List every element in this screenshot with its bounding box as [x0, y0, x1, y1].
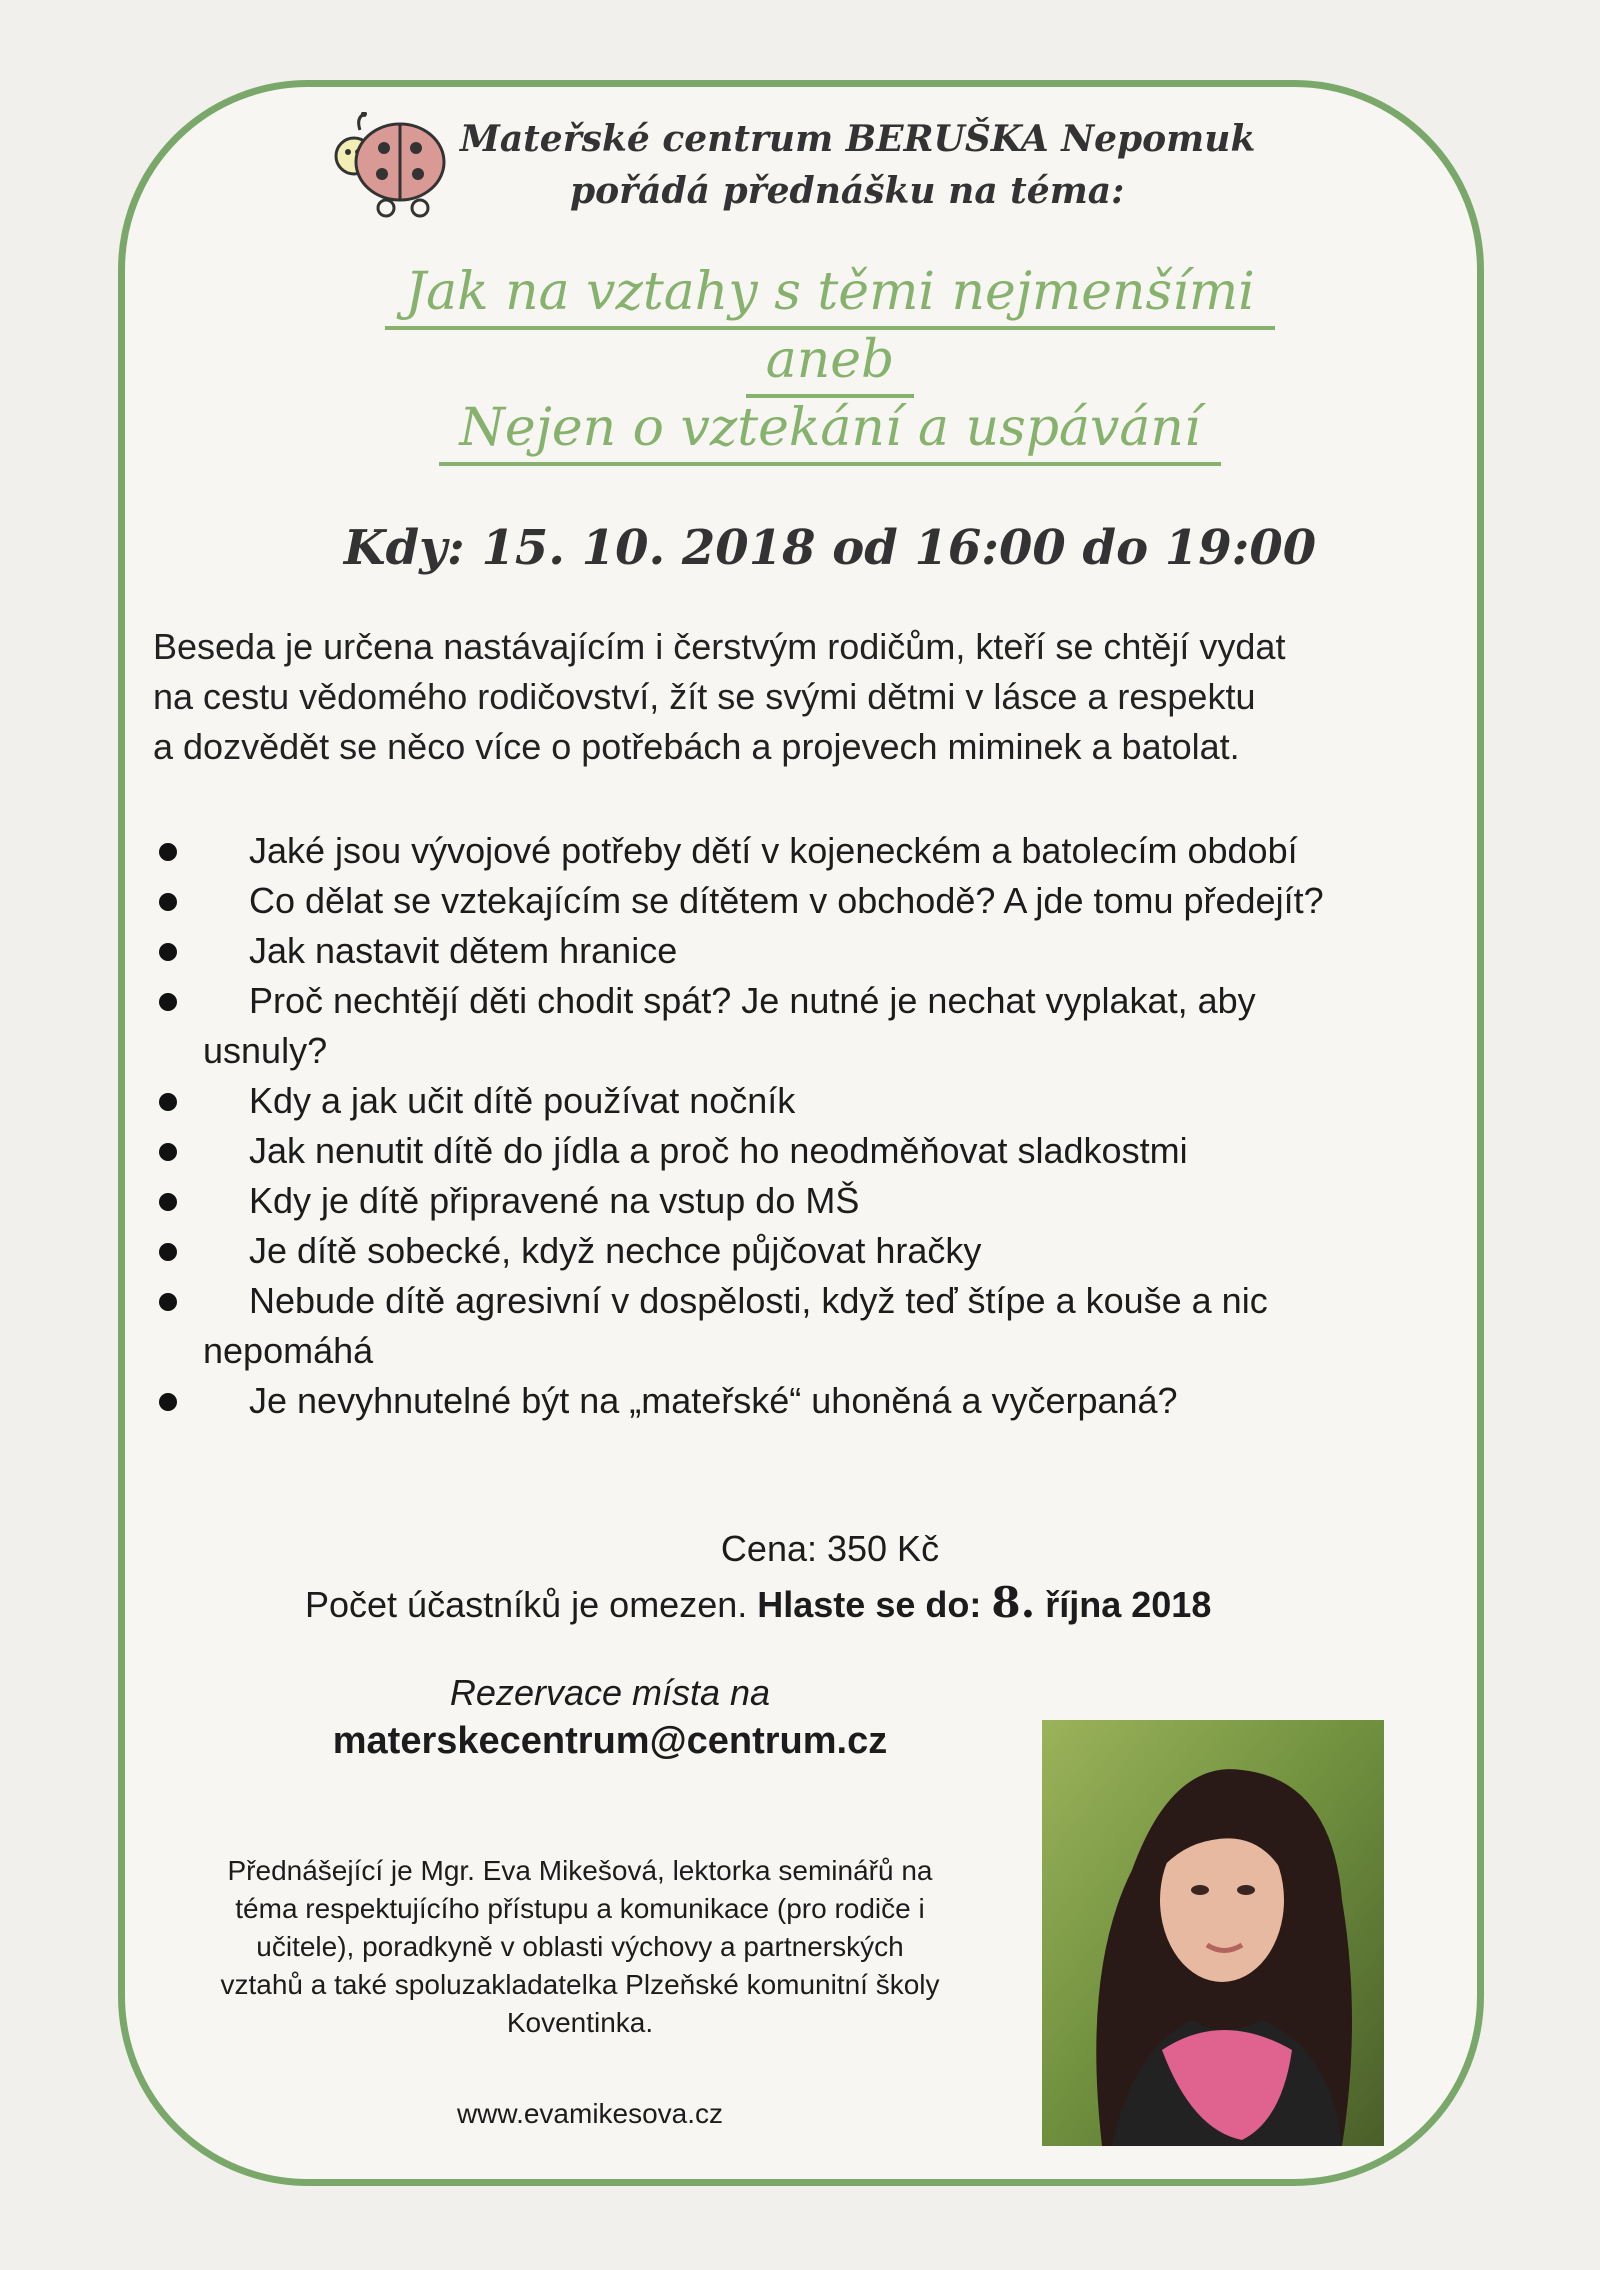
topic-title: Jak na vztahy s těmi nejmenšími — [300, 262, 1360, 322]
list-item: Jak nenutit dítě do jídla a proč ho neodměňovat sladkostmi — [153, 1126, 1513, 1176]
bio-line: téma respektujícího přístupu a komunikace (pro rodiče i — [235, 1893, 925, 1924]
reservation-email[interactable]: materskecentrum@centrum.cz — [332, 1720, 888, 1762]
list-item: Je nevyhnutelné být na „mateřské“ uhoněná a vyčerpaná? — [153, 1376, 1513, 1426]
price: Cena: 350 Kč — [720, 1528, 940, 1569]
bullet-dot-icon — [159, 1393, 177, 1411]
event-date: Kdy: 15. 10. 2018 od 16:00 do 19:00 — [343, 520, 1317, 576]
list-item: Jaké jsou vývojové potřeby dětí v kojeneckém a batolecím období — [153, 826, 1513, 876]
lecturer-photo — [1042, 1720, 1384, 2146]
organizer-subline: pořádá přednášku na téma: — [570, 170, 1125, 212]
ladybug-icon — [320, 112, 450, 222]
bullet-dot-icon — [159, 843, 177, 861]
bio-line: Přednášející je Mgr. Eva Mikešová, lektorka seminářů na — [227, 1855, 933, 1886]
bullet-dot-icon — [159, 1143, 177, 1161]
topic-list — [153, 826, 1513, 1426]
bio-line: vztahů a také spoluzakladatelka Plzeňské komunitní školy — [220, 1969, 940, 2000]
list-item: Co dělat se vztekajícím se dítětem v obchodě? A jde tomu předejít? — [153, 876, 1513, 926]
bio-line: učitele), poradkyně v oblasti výchovy a partnerských — [256, 1931, 904, 1962]
registration-info — [305, 1578, 1211, 1627]
bio-line: Koventinka. — [506, 2007, 654, 2038]
intro-line: Beseda je určena nastávajícím i čerstvým rodičům, kteří se chtějí vydat — [153, 626, 1286, 667]
bullet-dot-icon — [159, 1093, 177, 1111]
reservation-label: Rezervace místa na — [449, 1672, 771, 1713]
list-item: Proč nechtějí děti chodit spát? Je nutné je nechat vyplakat, aby usnuly? — [153, 976, 1513, 1076]
deadline-month: října 2018 — [1045, 1584, 1212, 1625]
header — [320, 112, 1280, 232]
organizer-line: Mateřské centrum BERUŠKA Nepomuk — [460, 118, 1256, 160]
intro-line: na cestu vědomého rodičovství, žít se svými dětmi v lásce a respektu — [153, 676, 1256, 717]
bullet-dot-icon — [159, 1243, 177, 1261]
bullet-dot-icon — [159, 893, 177, 911]
bullet-dot-icon — [159, 943, 177, 961]
intro-line: a dozvědět se něco více o potřebách a projevech miminek a batolat. — [153, 726, 1240, 767]
bullet-dot-icon — [159, 1193, 177, 1211]
list-item: Jak nastavit dětem hranice — [153, 926, 1513, 976]
list-item: Kdy a jak učit dítě používat nočník — [153, 1076, 1513, 1126]
deadline-day: 8. — [991, 1578, 1036, 1627]
lecturer-bio — [140, 1852, 1020, 2042]
capacity-note: Počet účastníků je omezen. — [305, 1584, 748, 1625]
topic-subtitle: Nejen o vztekání a uspávání — [300, 398, 1360, 458]
topic-connector: aneb — [300, 330, 1360, 390]
website-link[interactable]: www.evamikesova.cz — [456, 2098, 724, 2129]
bullet-dot-icon — [159, 1293, 177, 1311]
list-item: Je dítě sobecké, když nechce půjčovat hračky — [153, 1226, 1513, 1276]
list-item: Nebude dítě agresivní v dospělosti, když teď štípe a kouše a nic nepomáhá — [153, 1276, 1513, 1376]
list-item: Kdy je dítě připravené na vstup do MŠ — [153, 1176, 1513, 1226]
intro-paragraph — [153, 622, 1493, 772]
deadline-label: Hlaste se do: — [757, 1584, 982, 1625]
bullet-dot-icon — [159, 993, 177, 1011]
